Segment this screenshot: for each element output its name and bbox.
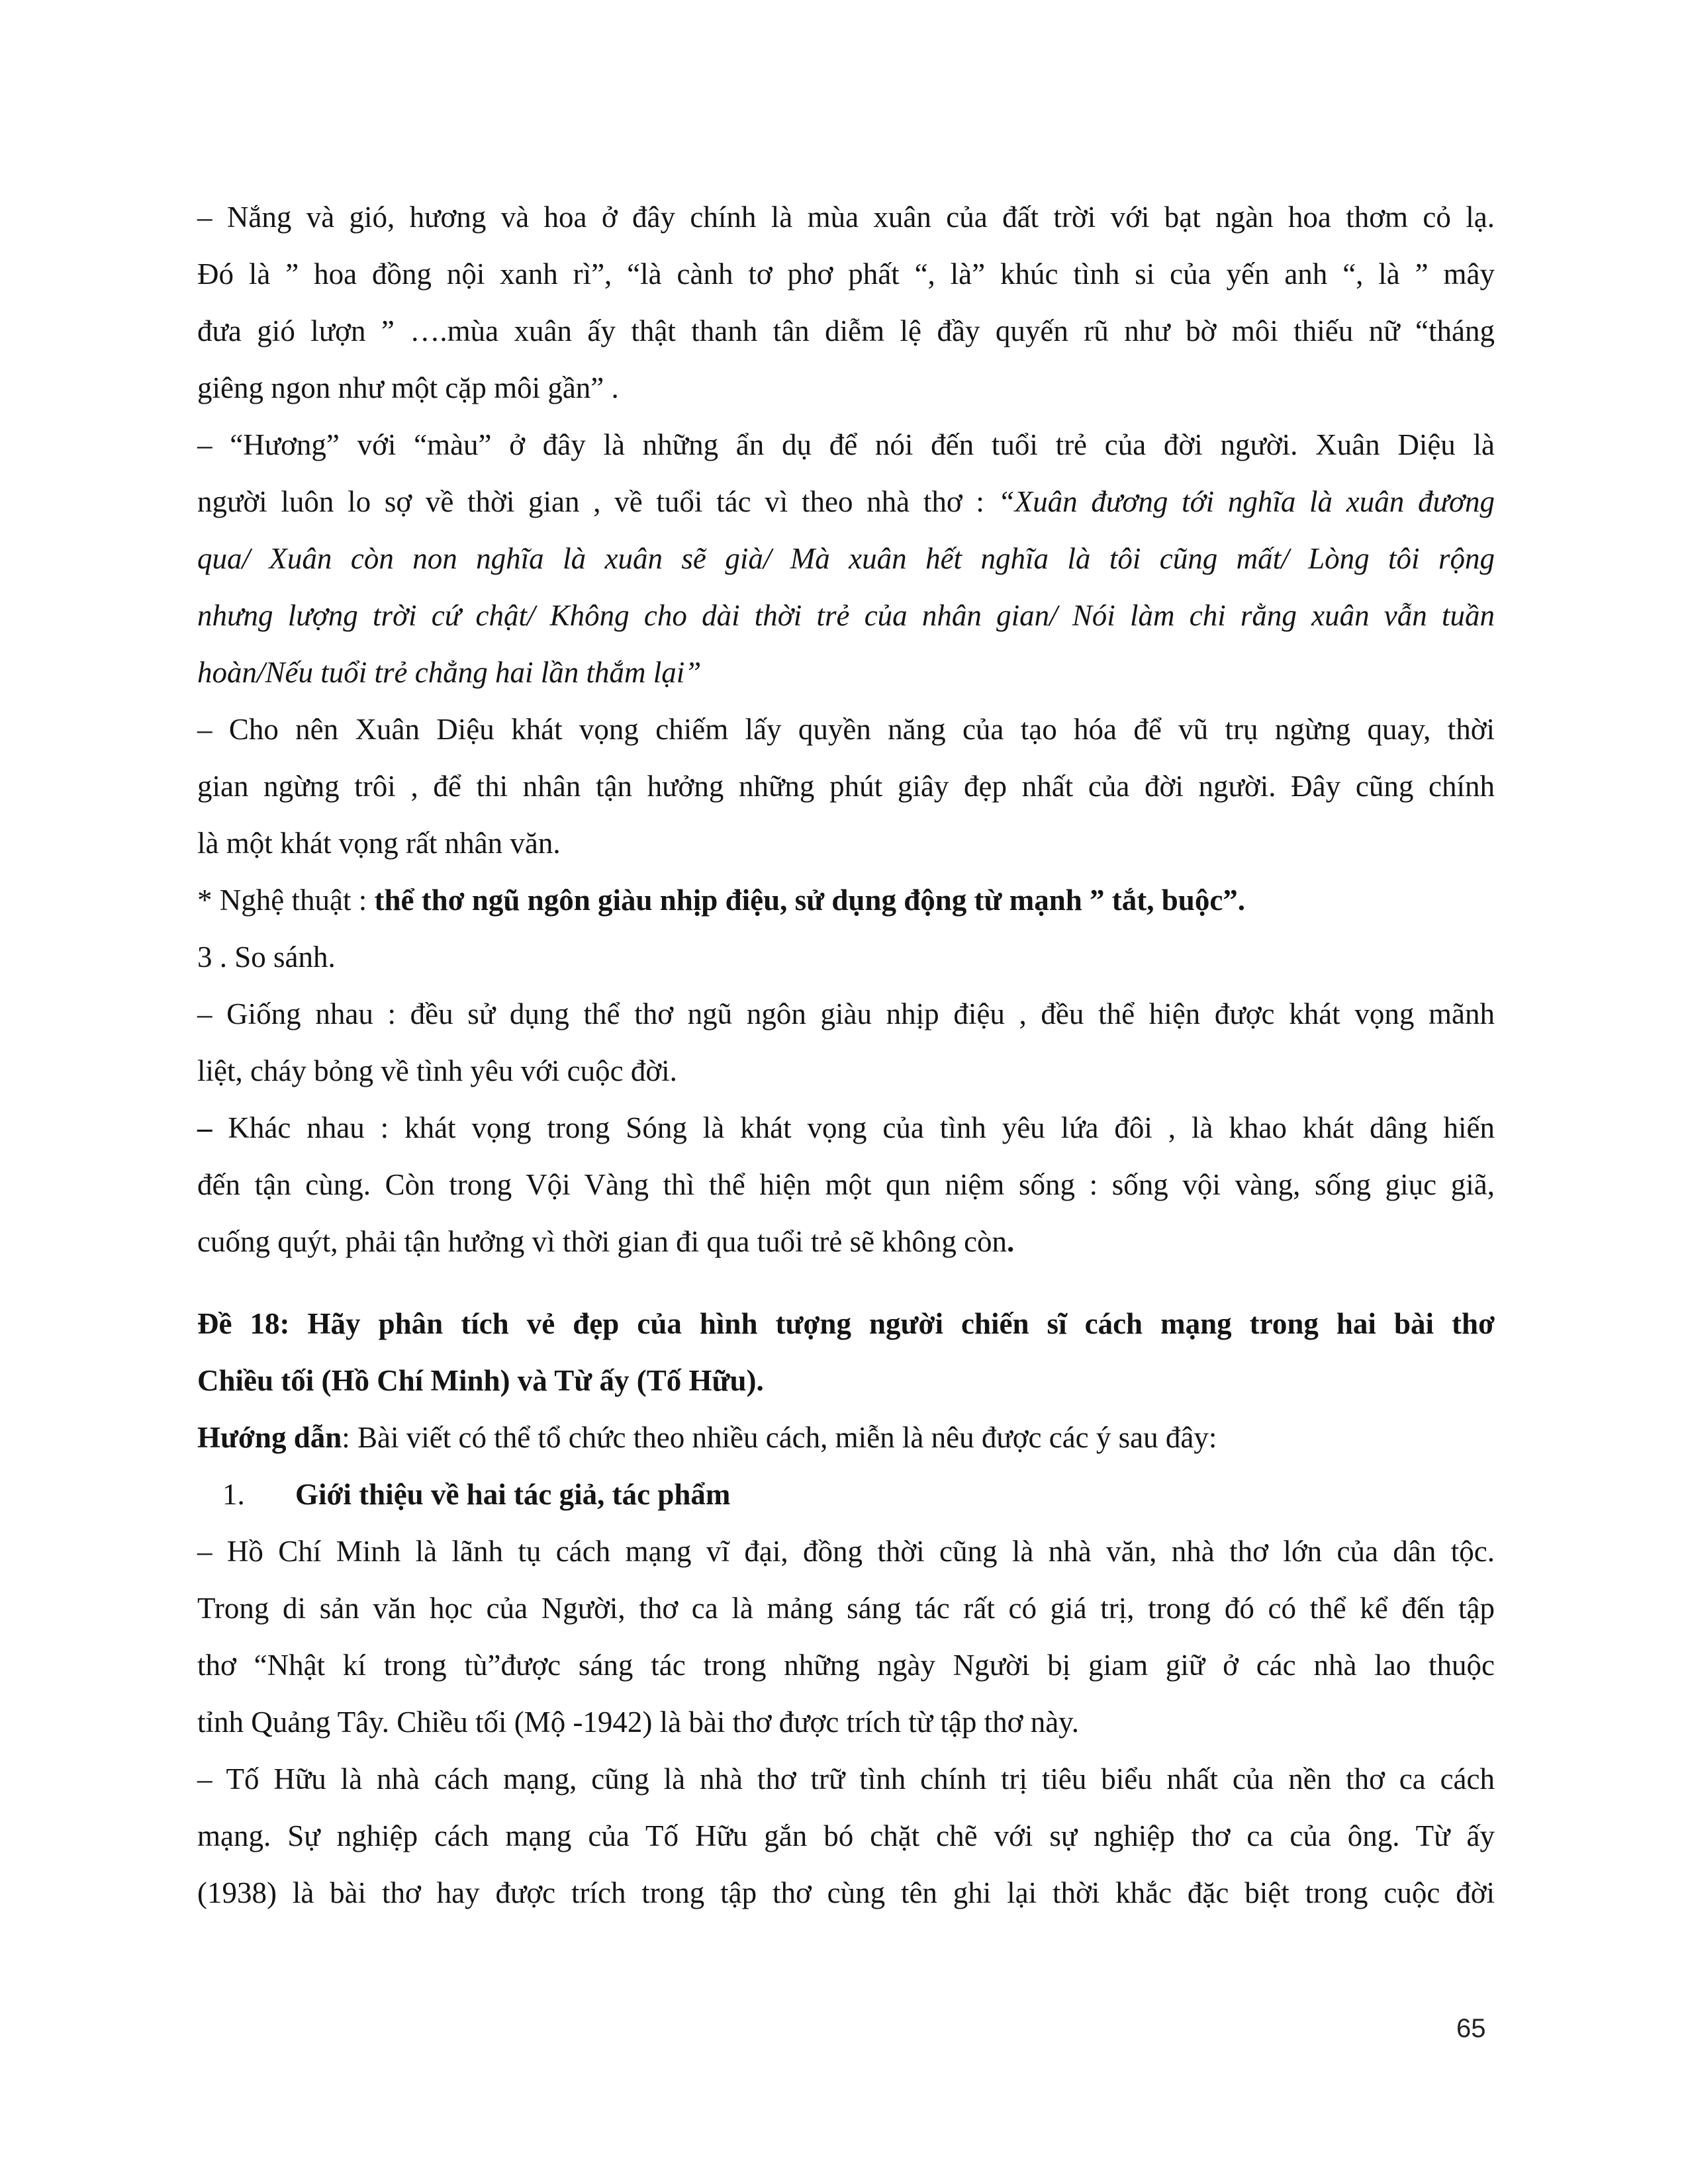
- text-line: [197, 473, 1495, 530]
- text-line: Trong di sản văn học của Người, thơ ca là mảng sáng tác rất có giá trị, trong đó có thể kể đến tập: [197, 1592, 1495, 1625]
- topic-heading: [197, 1295, 1495, 1409]
- paragraph-differences: [197, 1099, 1495, 1270]
- text-line: giêng ngon như một cặp môi gần” .: [197, 371, 619, 404]
- compare-heading: 3 . So sánh.: [197, 940, 336, 974]
- text-line: Đó là ” hoa đồng nội xanh rì”, “là cành tơ phơ phất “, là” khúc tình si của yến anh “, là ” mây: [197, 257, 1495, 291]
- text-line: mạng. Sự nghiệp cách mạng của Tố Hữu gắn bó chặt chẽ với sự nghiệp thơ ca của ông. Từ ấy: [197, 1819, 1495, 1852]
- quote-line: nhưng lượng trời cứ chật/ Không cho dài thời trẻ của nhân gian/ Nói làm chi rằng xuân vẫn tuần: [197, 599, 1495, 632]
- text-line: – Giống nhau : đều sử dụng thể thơ ngũ ngôn giàu nhịp điệu , đều thể hiện được khát vọng mãnh: [197, 997, 1495, 1030]
- dash-bold: –: [197, 1111, 212, 1144]
- quote-italic: “Xuân đương tới nghĩa là xuân đương: [998, 485, 1495, 518]
- document-body: [197, 189, 1495, 1921]
- paragraph-aspiration: [197, 701, 1495, 872]
- text-plain: Khác nhau : khát vọng trong Sóng là khát vọng của tình yêu lứa đôi , là khao khát dâng hiến: [212, 1111, 1495, 1144]
- spacer: [197, 1270, 1495, 1295]
- section-number: 1.: [222, 1478, 245, 1511]
- text-plain: người luôn lo sợ về thời gian , về tuổi tác vì theo nhà thơ :: [197, 485, 998, 518]
- text-line: – Tố Hữu là nhà cách mạng, cũng là nhà thơ trữ tình chính trị tiêu biểu nhất của nền thơ ca cách: [197, 1762, 1495, 1796]
- guide-line: [197, 1409, 1495, 1466]
- art-label: * Nghệ thuật :: [197, 884, 375, 917]
- text-plain: cuống quýt, phải tận hưởng vì thời gian đi qua tuổi trẻ sẽ không còn: [197, 1225, 1008, 1258]
- text-line: – Hồ Chí Minh là lãnh tụ cách mạng vĩ đại, đồng thời cũng là nhà văn, nhà thơ lớn của dân tộc.: [197, 1535, 1495, 1568]
- guide-text: : Bài viết có thể tổ chức theo nhiều cách, miễn là nêu được các ý sau đây:: [342, 1421, 1217, 1454]
- paragraph-fragrance-metaphor: [197, 416, 1495, 701]
- art-bold-text: thể thơ ngũ ngôn giàu nhịp điệu, sử dụng động từ mạnh ” tắt, buộc”.: [374, 884, 1246, 917]
- text-line: (1938) là bài thơ hay được trích trong tập thơ cùng tên ghi lại thời khắc đặc biệt trong cuộc đời: [197, 1876, 1495, 1909]
- paragraph-to-huu: [197, 1751, 1495, 1921]
- text-line: – Cho nên Xuân Diệu khát vọng chiếm lấy quyền năng của tạo hóa để vũ trụ ngừng quay, thời: [197, 713, 1495, 746]
- page-number: 65: [1456, 2014, 1486, 2043]
- text-line: thơ “Nhật kí trong tù”được sáng tác trong những ngày Người bị giam giữ ở các nhà lao thuộc: [197, 1649, 1495, 1682]
- guide-label: Hướng dẫn: [197, 1421, 342, 1454]
- text-line: – “Hương” với “màu” ở đây là những ẩn dụ để nói đến tuổi trẻ của đời người. Xuân Diệu là: [197, 428, 1495, 461]
- text-line: đến tận cùng. Còn trong Vội Vàng thì thể hiện một qun niệm sống : sống vội vàng, sống giục giã,: [197, 1168, 1495, 1201]
- paragraph-ho-chi-minh: [197, 1523, 1495, 1751]
- text-line: đưa gió lượn ” ….mùa xuân ấy thật thanh tân diễm lệ đầy quyến rũ như bờ môi thiếu nữ “tháng: [197, 314, 1495, 347]
- quote-line: qua/ Xuân còn non nghĩa là xuân sẽ già/ Mà xuân hết nghĩa là tôi cũng mất/ Lòng tôi rộng: [197, 542, 1495, 575]
- section-title: Giới thiệu về hai tác giả, tác phẩm: [295, 1478, 731, 1511]
- text-line: liệt, cháy bỏng về tình yêu với cuộc đời.: [197, 1054, 677, 1087]
- topic-line: Chiều tối (Hồ Chí Minh) và Từ ấy (Tố Hữu).: [197, 1364, 764, 1397]
- section-heading: [197, 1466, 1495, 1523]
- art-line: [197, 872, 1495, 929]
- paragraph-similarities: [197, 985, 1495, 1099]
- text-line: [197, 1213, 1495, 1270]
- text-line: – Nắng và gió, hương và hoa ở đây chính là mùa xuân của đất trời với bạt ngàn hoa thơm cỏ lạ.: [197, 201, 1495, 234]
- text-line: tỉnh Quảng Tây. Chiều tối (Mộ -1942) là bài thơ được trích từ tập thơ này.: [197, 1706, 1080, 1739]
- topic-line: Đề 18: Hãy phân tích vẻ đẹp của hình tượng người chiến sĩ cách mạng trong hai bài thơ: [197, 1307, 1495, 1340]
- period-bold: .: [1007, 1225, 1015, 1258]
- text-line: là một khát vọng rất nhân văn.: [197, 827, 561, 860]
- text-line: gian ngừng trôi , để thi nhân tận hưởng những phút giây đẹp nhất của đời người. Đây cũng chính: [197, 770, 1495, 803]
- paragraph-spring-imagery: [197, 189, 1495, 416]
- quote-line: hoàn/Nếu tuổi trẻ chẳng hai lần thắm lại”: [197, 656, 702, 689]
- text-line: [197, 1099, 1495, 1156]
